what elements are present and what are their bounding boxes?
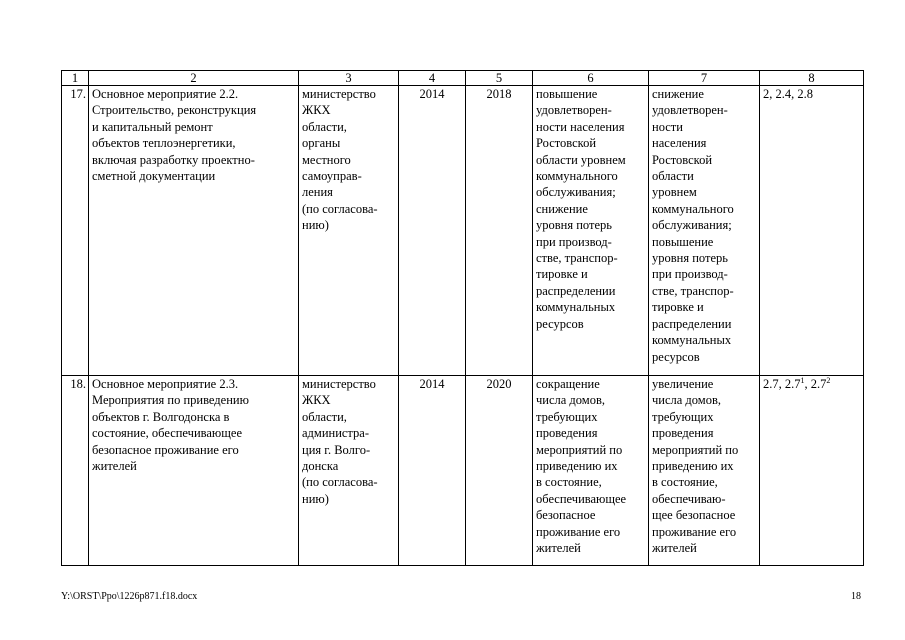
responsible-executor: министерство ЖКХ области, администра- ция г. Волго- донска (по согласова- нию) xyxy=(299,376,399,566)
page-number: 18 xyxy=(851,591,861,602)
start-year: 2014 xyxy=(399,376,466,566)
expected-result: повышение удовлетворен- ности населения Ростовской области уровнем коммунального обслуживания; снижение уровня потерь при производ- стве, транспор- тировке и распределении коммунальных ресурсов xyxy=(533,86,649,376)
expected-result: сокращение числа домов, требующих проведения мероприятий по приведению их в состояние, обеспечивающее безопасное проживание его жителей xyxy=(533,376,649,566)
responsible-executor: министерство ЖКХ области, органы местного самоуправ- ления (по согласова- нию) xyxy=(299,86,399,376)
header-cell-2: 2 xyxy=(89,71,299,86)
header-cell-5: 5 xyxy=(466,71,533,86)
non-implementation-consequence: снижение удовлетворен- ности населения Ростовской области уровнем коммунального обслуживания; повышение уровня потерь при производ- стве, транспор- тировке и распределении коммунальных ресурсов xyxy=(649,86,760,376)
header-cell-4: 4 xyxy=(399,71,466,86)
header-cell-1: 1 xyxy=(62,71,89,86)
row-number: 17. xyxy=(62,86,89,376)
related-indicators: 2, 2.4, 2.8 xyxy=(760,86,864,376)
start-year: 2014 xyxy=(399,86,466,376)
indicator-text: 2.7, xyxy=(763,377,785,391)
non-implementation-consequence: увеличение числа домов, требующих проведения мероприятий по приведению их в состояние, обеспечиваю- щее безопасное проживание его жителей xyxy=(649,376,760,566)
header-cell-6: 6 xyxy=(533,71,649,86)
table-row xyxy=(62,376,864,566)
header-cell-3: 3 xyxy=(299,71,399,86)
end-year: 2020 xyxy=(466,376,533,566)
header-cell-8: 8 xyxy=(760,71,864,86)
indicator-text: 2.7 xyxy=(784,377,801,391)
related-indicators xyxy=(760,376,864,566)
table-row xyxy=(62,86,864,376)
end-year: 2018 xyxy=(466,86,533,376)
indicator-superscript: 2 xyxy=(826,376,831,385)
table-header-row xyxy=(62,71,864,86)
indicator-separator: , xyxy=(804,377,811,391)
indicator-text: 2.7 xyxy=(810,377,827,391)
indicator-superscript: 1 xyxy=(800,376,805,385)
activities-table xyxy=(61,70,864,566)
row-number: 18. xyxy=(62,376,89,566)
activity-name: Основное мероприятие 2.2. Строительство, реконструкция и капитальный ремонт объектов теплоэнергетики, включая разработку проектно- сметной документации xyxy=(89,86,299,376)
footer-file-path: Y:\ORST\Ppo\1226p871.f18.docx xyxy=(61,591,198,602)
activity-name: Основное мероприятие 2.3. Мероприятия по приведению объектов г. Волгодонска в состояние, обеспечивающее безопасное проживание его жителей xyxy=(89,376,299,566)
header-cell-7: 7 xyxy=(649,71,760,86)
